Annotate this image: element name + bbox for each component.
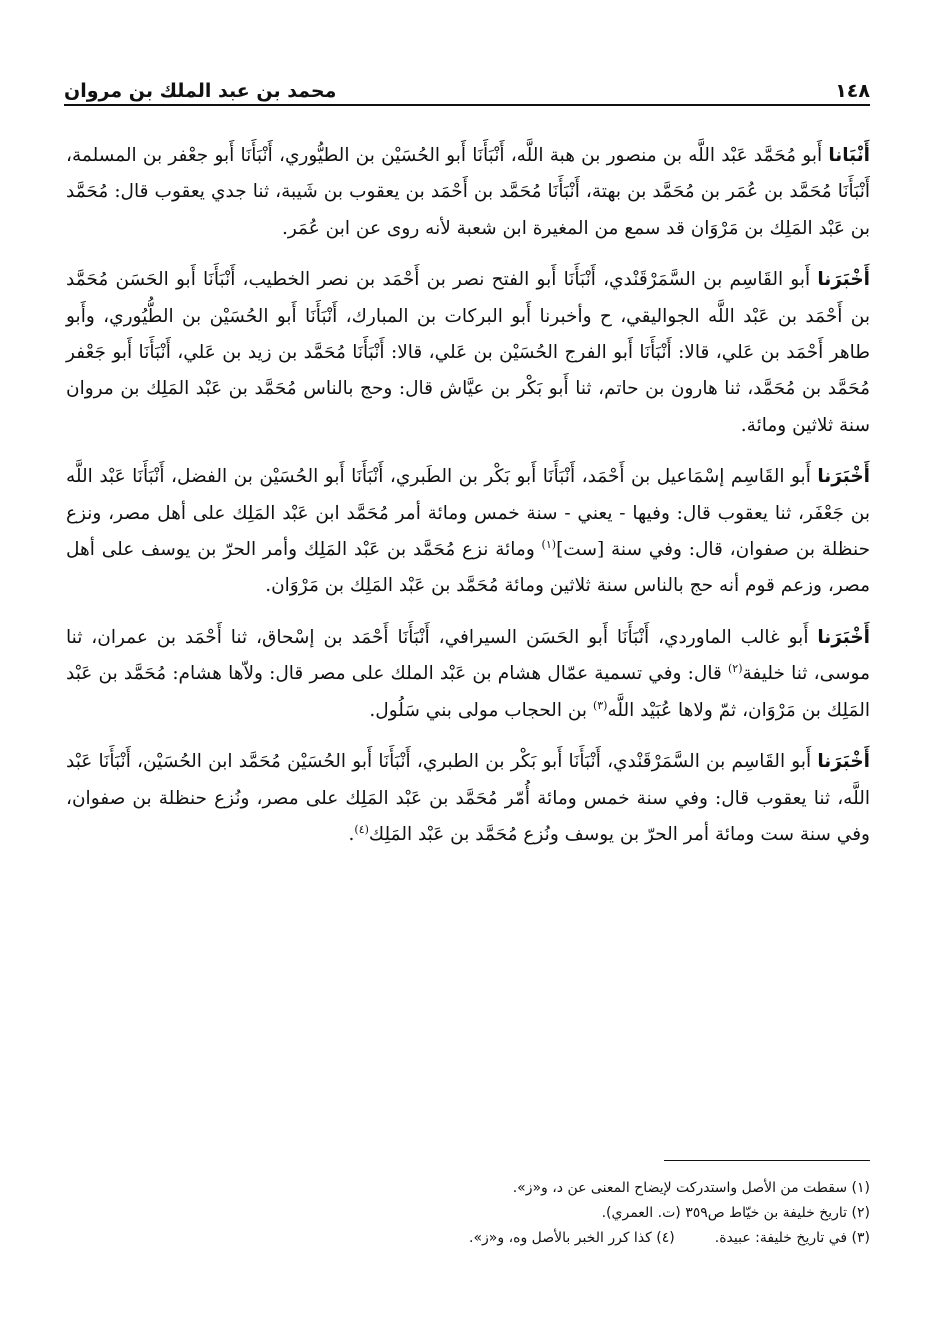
footnote-ref: (١) xyxy=(541,537,557,551)
footnote-2: (٢) تاريخ خليفة بن خيّاط ص٣٥٩ (ت. العمري). xyxy=(601,1205,870,1221)
footnote-row xyxy=(66,1226,870,1251)
paragraph xyxy=(66,744,870,853)
running-title: محمد بن عبد الملك بن مروان xyxy=(64,80,337,102)
paragraph-text: بن الحجاب مولى بني سَلُول. xyxy=(369,699,593,721)
paragraph-lead: أَخْبَرَنا xyxy=(817,626,870,648)
paragraph xyxy=(66,620,870,729)
header-rule xyxy=(64,104,870,106)
body-text xyxy=(66,138,870,868)
footnotes xyxy=(66,1176,870,1251)
paragraph xyxy=(66,138,870,247)
paragraph-lead: أَنْبَانا xyxy=(828,145,870,166)
paragraph-text: أَبو القَاسِم بن السَّمَرْقَنْدي، أَنْبَأَنَا أَبو بَكْر بن الطبري، أَنْبَأَنَا أَبو الحُسَيْن مُحَمَّد ابن الحُسَيْن، أَنْبَأَنَا عَبْد اللَّه، ثنا يعقوب قال: وفي سنة خمس ومائة أُمّر مُحَمَّد بن عَبْد المَلِك على مصر، ونُزع حنظلة بن صفوان، وفي سنة ست ومائة أمر الحرّ بن يوسف ونُزع مُحَمَّد بن عَبْد المَلِك xyxy=(66,751,870,845)
footnote-4: (٤) كذا كرر الخبر بالأصل وه، و«ز». xyxy=(469,1230,675,1246)
footnote-1: (١) سقطت من الأصل واستدركت لإيضاح المعنى عن د، و«ز». xyxy=(512,1180,870,1196)
page-number: ١٤٨ xyxy=(835,80,870,102)
footnote-ref: (٢) xyxy=(727,662,743,676)
paragraph-text: أَبو غالب الماوردي، أَنْبَأَنَا أَبو الحَسَن السيرافي، أَنْبَأَنَا أَحْمَد بن إسْحاق، ثنا أَحْمَد بن عمران، ثنا موسى، ثنا خليفة xyxy=(66,626,870,685)
footnote-ref: (٣) xyxy=(592,698,608,712)
paragraph-lead: أَخْبَرَنا xyxy=(817,269,870,291)
footnote-rule xyxy=(664,1160,870,1161)
paragraph-text: أَبو مُحَمَّد عَبْد اللَّه بن منصور بن هبة اللَّه، أَنْبَأَنَا أَبو الحُسَيْن بن الطيُّوري، أَنْبَأَنَا أَبو جعْفر بن المسلمة، أَنْبَأَنَا مُحَمَّد بن عُمَر بن مُحَمَّد بن بهتة، أَنْبَأَنَا مُحَمَّد بن أَحْمَد بن يعقوب بن شَيبة، ثنا جدي يعقوب قال: مُحَمَّد بن عَبْد المَلِك بن مَرْوَان قد سمع من المغيرة ابن شعبة لأنه روى عن ابن عُمَر. xyxy=(66,145,870,239)
paragraph-text: قال: وفي تسمية عمّال هشام بن عَبْد الملك على مصر قال: ولاّها هشام: مُحَمَّد بن عَبْد المَلِك بن مَرْوَان، ثمّ ولاها عُبَيْد اللَّه xyxy=(66,663,870,721)
paragraph-text: ومائة نزع مُحَمَّد بن عَبْد المَلِك وأمر الحرّ بن يوسف على أهل مصر، وزعم قوم أنه حج بالناس سنة ثلاثين ومائة مُحَمَّد بن عَبْد المَلِك بن مَرْوَان. xyxy=(66,539,870,597)
paragraph-lead: أَخْبَرَنا xyxy=(817,466,870,488)
paragraph-lead: أَخْبَرَنا xyxy=(817,751,870,773)
page-header xyxy=(64,62,870,102)
paragraph-text: . xyxy=(348,823,355,845)
paragraph xyxy=(66,262,870,444)
footnote-3: (٣) في تاريخ خليفة: عبيدة. xyxy=(714,1230,870,1246)
footnote-ref: (٤) xyxy=(354,822,369,836)
paragraph-text: أَبو القَاسِم إسْمَاعيل بن أَحْمَد، أَنْبَأَنَا أَبو بَكْر بن الطَبري، أَنْبَأَنَا أَبو الحُسَيْن بن الفضل، أَنْبَأَنَا عَبْد اللَّه بن جَعْفَر، ثنا يعقوب قال: وفيها - يعني - سنة خمس ومائة أمر مُحَمَّد ابن عَبْد المَلِك على أهل مصر، ونزع حنظلة بن صفوان، قال: وفي سنة [ست] xyxy=(66,466,871,561)
paragraph-text: أَبو القَاسِم بن السَّمَرْقَنْدي، أَنْبَأَنَا أَبو الفتح نصر بن أَحْمَد بن نصر الخطيب، أَنْبَأَنَا أَبو الحَسَن مُحَمَّد بن أَحْمَد بن عَبْد اللَّه الجواليقي، ح وأخبرنا أَبو البركات بن المبارك، أَنْبَأَنَا أَبو الحُسَيْن بن الطُّيُوري، وأَبو طاهر أَحْمَد بن عَلي، قالا: أَنْبَأَنَا أَبو الفرج الحُسَيْن بن عَلي، قالا: أَنْبَأَنَا مُحَمَّد بن زيد بن عَلي، أَنْبَأَنَا أَبو جَعْفر مُحَمَّد بن مُحَمَّد، ثنا هارون بن حاتم، ثنا أَبو بَكْر بن عيَّاش قال: وحج بالناس مُحَمَّد بن عَبْد المَلِك بن مروان سنة ثلاثين ومائة. xyxy=(66,269,870,436)
paragraph xyxy=(66,459,870,605)
